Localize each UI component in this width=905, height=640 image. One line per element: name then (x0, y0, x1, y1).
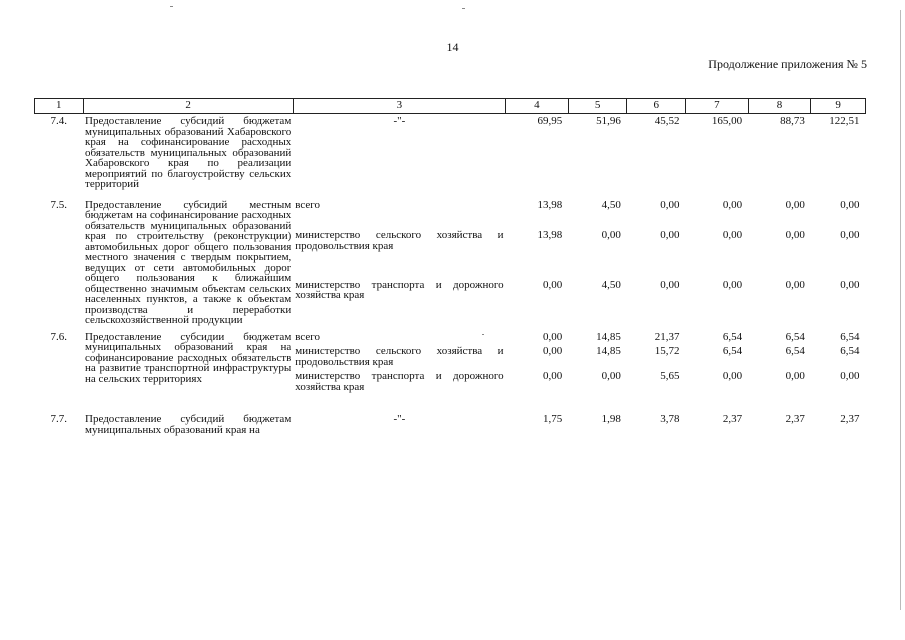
value-cell: 0,00 (785, 229, 805, 242)
row-spacer (35, 396, 866, 412)
header-cell: 2 (83, 99, 293, 114)
scan-mark (482, 334, 484, 335)
executor-label: всего (295, 198, 321, 211)
value-cell: 69,95 (537, 115, 563, 127)
value-cell: 21,37 (654, 330, 680, 343)
scan-mark (170, 6, 173, 7)
value-cell: 0,00 (785, 278, 805, 291)
page-number: 14 (446, 40, 459, 54)
value-cell: 45,52 (654, 115, 680, 127)
value-cell: 0,00 (722, 278, 743, 291)
table-row (35, 412, 866, 439)
table-row (35, 198, 866, 231)
value-cell: 0,00 (840, 278, 860, 291)
value-cell: 0,00 (601, 370, 621, 382)
value-cell: 6,54 (722, 330, 743, 343)
value-cell: 14,85 (596, 330, 621, 343)
value-cell: 0,00 (543, 370, 563, 382)
value-cell: 0,00 (722, 229, 743, 242)
scan-mark (462, 8, 465, 9)
header-cell: 1 (35, 99, 84, 114)
value-cell: 0,00 (543, 345, 563, 357)
item-description: Предоставление субсидии бюджетам муниципальных образований края на софинансирование расходных обязательств на развитие транспортной инфраструктуры на сельских территориях (85, 330, 292, 385)
header-cell: 9 (811, 99, 866, 114)
item-description: Предоставление субсидий бюджетам муниципальных образований Хабаровского края на софинансирование расходных обязательств муниципальных образований Хабаровского края по реализации мероприятий по благоустройству сельских территорий (85, 115, 292, 190)
executor-label: министерство сельского хозяйства и продовольствия края (295, 345, 504, 368)
value-cell: 2,37 (840, 413, 860, 425)
executor-label: министерство сельского хозяйства и продовольствия края (295, 229, 504, 252)
executor-label: министерство транспорта и дорожного хозяйства края (295, 370, 504, 393)
item-number: 7.4. (50, 115, 67, 127)
value-cell: 0,00 (543, 330, 563, 343)
table-body (35, 114, 866, 440)
value-cell: 2,37 (722, 413, 743, 425)
table-row (35, 330, 866, 347)
executor-label: -"- (393, 413, 406, 425)
header-cell: 5 (568, 99, 627, 114)
value-cell: 0,00 (785, 198, 805, 211)
value-cell: 0,00 (660, 278, 680, 291)
table-row (35, 114, 866, 198)
executor-label: всего (295, 330, 321, 343)
header-cell: 3 (293, 99, 505, 114)
appendix-table (34, 98, 866, 439)
value-cell: 6,54 (785, 345, 805, 357)
value-cell: 14,85 (596, 345, 621, 357)
value-cell: 0,00 (840, 370, 860, 382)
value-cell: 0,00 (840, 229, 860, 242)
item-description: Предоставление субсидий местным бюджетам на софинансирование расходных обязательств муниципальных образований края по строительству (реконструкции) автомобильных дорог общего пользования местного значения с твердым покрытием, ведущих от сети автомобильных дорог общего пользования к ближайшим общественно значимым объектам сельских населенных пунктов, а также к объектам производства и переработки сельскохозяйственной продукции (85, 198, 292, 326)
executor-label: министерство транспорта и дорожного хозяйства края (295, 278, 504, 302)
value-cell: 4,50 (601, 278, 621, 291)
value-cell: 15,72 (654, 345, 680, 357)
value-cell: 6,54 (785, 330, 805, 343)
value-cell: 0,00 (722, 370, 743, 382)
header-cell: 4 (506, 99, 569, 114)
header-cell: 8 (748, 99, 811, 114)
item-description: Предоставление субсидий бюджетам муниципальных образований края на (85, 413, 292, 436)
value-cell: 0,00 (660, 229, 680, 242)
header-cell: 6 (627, 99, 686, 114)
item-number: 7.6. (50, 330, 67, 343)
value-cell: 0,00 (601, 229, 621, 242)
continuation-label: Продолжение приложения № 5 (708, 57, 867, 71)
value-cell: 0,00 (543, 278, 563, 291)
value-cell: 0,00 (722, 198, 743, 211)
executor-label: -"- (393, 115, 406, 127)
value-cell: 1,75 (543, 413, 563, 425)
value-cell: 3,78 (660, 413, 680, 425)
value-cell: 13,98 (537, 229, 563, 242)
value-cell: 0,00 (660, 198, 680, 211)
value-cell: 0,00 (785, 370, 805, 382)
item-number: 7.5. (50, 198, 67, 211)
header-cell: 7 (686, 99, 749, 114)
value-cell: 5,65 (660, 370, 680, 382)
value-cell: 2,37 (785, 413, 805, 425)
value-cell: 122,51 (829, 115, 860, 127)
value-cell: 51,96 (596, 115, 621, 127)
value-cell: 6,54 (722, 345, 743, 357)
header-row (35, 99, 866, 114)
scan-mark (900, 10, 901, 610)
value-cell: 6,54 (840, 330, 860, 343)
value-cell: 165,00 (711, 115, 743, 127)
value-cell: 6,54 (840, 345, 860, 357)
value-cell: 13,98 (537, 198, 563, 211)
value-cell: 1,98 (601, 413, 621, 425)
value-cell: 4,50 (601, 198, 621, 211)
item-number: 7.7. (50, 413, 67, 425)
value-cell: 88,73 (780, 115, 805, 127)
value-cell: 0,00 (840, 198, 860, 211)
